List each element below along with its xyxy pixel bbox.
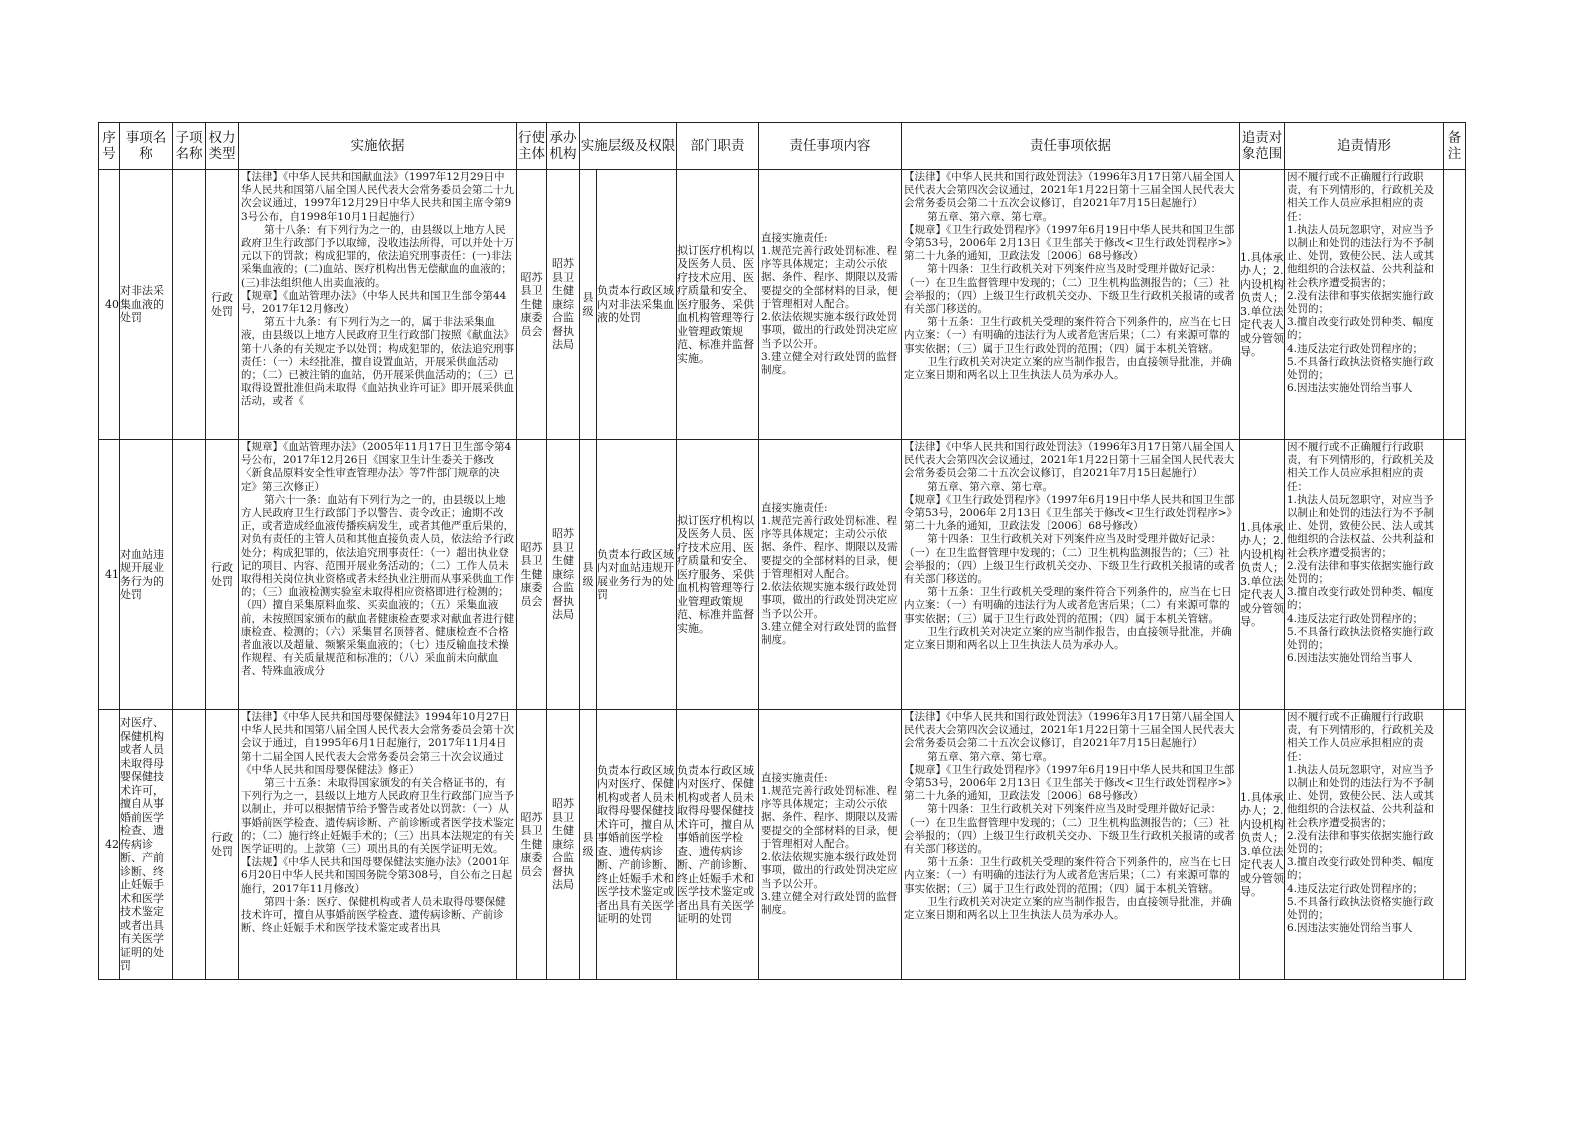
row-power-type: 行政处罚 — [206, 440, 239, 710]
situation-line: 5.不具备行政执法资格实施行政处罚的； — [1287, 625, 1434, 652]
resp-basis-paragraph: 第十五条：卫生行政机关受理的案件符合下列条件的，应当在七日内立案：（一）有明确的违法行为人或者危害后果；（二）有来源可靠的事实依据；（三）属于卫生行政处罚的范围；（四）属于本机关管辖。 — [904, 316, 1232, 355]
row-seq: 40 — [99, 170, 120, 440]
resp-basis-paragraph: 第十五条：卫生行政机关受理的案件符合下列条件的，应当在七日内立案：（一）有明确的违法行为人或者危害后果；（二）有来源可靠的事实依据；（三）属于卫生行政处罚的范围；（四）属于本机关管辖。 — [904, 586, 1232, 625]
row-agency: 昭苏县卫生健康综合监督执法局 — [547, 710, 580, 980]
basis-paragraph: 【法规】《中华人民共和国母婴保健法实施办法》（2001年6月20日中华人民共和国国务院令第308号，自公布之日起施行，2017年11月修改） — [241, 856, 513, 895]
situation-line: 2.没有法律和事实依据实施行政处罚的； — [1287, 559, 1434, 586]
row-resp-basis — [902, 170, 1239, 438]
basis-paragraph: 第五十九条：有下列行为之一的，属于非法采集血液，由县级以上地方人民政府卫生行政部门按照《献血法》第十八条的有关规定予以处罚；构成犯罪的，依法追究刑事责任：（一）未经批准，擅自设置血站，开展采供血活动的；（二）已被注销的血站，仍开展采供血活动的；（三）已取得设置批准但尚未取得《血站执业许可证》即开展采供血活动，或者《 — [241, 316, 514, 408]
resp-content-line: 直接实施责任: — [761, 501, 828, 514]
row-resp-basis — [902, 710, 1239, 978]
header-row — [99, 123, 1466, 170]
situation-line: 因不履行或不正确履行行政职责，有下列情形的，行政机关及相关工作人员应承担相应的责任： — [1287, 171, 1434, 223]
row-resp-basis-cell — [902, 170, 1240, 440]
row-power-type: 行政处罚 — [206, 710, 239, 980]
resp-content-line: 3.建立健全对行政处罚的监督制度。 — [761, 350, 898, 376]
row-level-a: 县级 — [580, 170, 597, 440]
basis-paragraph: 【法律】《中华人民共和国母婴保健法》1994年10月27日中华人民共和国第八届全国人民代表大会常务委员会第十次会议于通过，自1995年6月1日起施行，2017年11月4日第十二届全国人民代表大会常务委员会第三十次会议通过《中华人民共和国母婴保健法》修正） — [241, 711, 514, 776]
resp-content-line: 2.依法依规实施本级行政处罚事项，做出的行政处罚决定应当予以公开。 — [761, 581, 898, 620]
basis-paragraph: 【规章】《血站管理办法》（2005年11月17日卫生部令第4号公布，2017年12月26日《国家卫生计生委关于修改〈新食品原料安全性审查管理办法〉等7件部门规章的决定》第三次修正） — [241, 441, 512, 493]
resp-basis-paragraph: 第十四条：卫生行政机关对下列案件应当及时受理并做好记录：（一）在卫生监督管理中发现的；（二）卫生机构监测报告的；（三）社会举报的；（四）上级卫生行政机关交办、下级卫生行政机关报请的或者有关部门移送的。 — [904, 263, 1235, 316]
basis-paragraph: 【规章】《血站管理办法》（中华人民共和国卫生部令第44号，2017年12月修改） — [241, 289, 507, 316]
situation-line: 6.因违法实施处罚给当事人 — [1287, 652, 1413, 665]
row-agency: 昭苏县卫生健康综合监督执法局 — [547, 170, 580, 440]
row-resp-content-cell — [759, 710, 902, 980]
row-basis-cell — [239, 170, 517, 440]
resp-content-line: 1.规范完善行政处罚标准、程序等具体规定；主动公示依据、条件、程序、期限以及需要提交的全部材料的目录，便于管理相对人配合。 — [761, 515, 898, 580]
row-resp-basis-cell — [902, 710, 1240, 980]
row-level-a: 县级 — [580, 440, 597, 710]
row-note — [1444, 440, 1466, 710]
resp-basis-paragraph: 卫生行政机关对决定立案的应当制作报告，由直接领导批准，并确定立案日期和两名以上卫生执法人员为承办人。 — [904, 625, 1232, 652]
resp-basis-paragraph: 【规章】《卫生行政处罚程序》（1997年6月19日中华人民共和国卫生部令第53号，2006年 2月13日《卫生部关于修改<卫生行政处罚程序>》第二十九条的通知，卫政法发〔2006〕68号修改） — [904, 763, 1235, 803]
row-seq: 42 — [99, 710, 120, 980]
situation-line: 1.执法人员玩忽职守，对应当予以制止和处罚的违法行为不予制止、处罚，致使公民、法人或其他组织的合法权益、公共利益和社会秩序遭受损害的； — [1287, 763, 1434, 829]
situation-line: 2.没有法律和事实依据实施行政处罚的； — [1287, 829, 1434, 856]
resp-content-text — [761, 772, 899, 917]
resp-basis-paragraph: 卫生行政机关对决定立案的应当制作报告，由直接领导批准，并确定立案日期和两名以上卫生执法人员为承办人。 — [904, 355, 1232, 382]
row-level-b: 负责本行政区域内对非法采集血液的处罚 — [597, 170, 677, 440]
header-item-name: 事项名称 — [120, 123, 173, 170]
row-item-name: 对血站违规开展业务行为的处罚 — [120, 440, 173, 710]
row-situation — [1285, 440, 1443, 708]
situation-line: 3.擅自改变行政处罚种类、幅度的； — [1287, 316, 1434, 342]
row-resp-basis — [902, 440, 1239, 708]
row-situation-cell — [1285, 170, 1444, 440]
row-situation — [1285, 710, 1443, 978]
resp-basis-paragraph: 【法律】《中华人民共和国行政处罚法》（1996年3月17日第八届全国人民代表大会第四次会议通过，2021年1月22日第十三届全国人民代表大会常务委员会第二十五次会议修订，自2021年7月15日起施行） — [904, 441, 1235, 480]
row-note — [1444, 710, 1466, 980]
resp-content-line: 直接实施责任: — [761, 231, 828, 244]
basis-paragraph: 第三十五条：未取得国家颁发的有关合格证书的，有下列行为之一，县级以上地方人民政府卫生行政部门应当予以制止，并可以根据情节给予警告或者处以罚款：（一）从事婚前医学检查、遗传病诊断、产前诊断或者医学技术鉴定的；（二）施行终止妊娠手术的；（三）出具本法规定的有关医学证明的。上款第（三）项出具的有关医学证明无效。 — [241, 777, 514, 856]
basis-paragraph: 第六十一条：血站有下列行为之一的，由县级以上地方人民政府卫生行政部门予以警告、责令改正；逾期不改正，或者造成经血液传播疾病发生，或者其他严重后果的，对负有责任的主管人员和其他直接负责人员，依法给予行政处分；构成犯罪的，依法追究刑事责任：（一）超出执业登记的项目、内容、范围开展业务活动的；（二）工作人员未取得相关岗位执业资格或者未经执业注册而从事采供血工作的；（三）血液检测实验室未取得相应资格即进行检测的；（四）擅自采集原料血浆、买卖血液的；（五）采集血液前，未按照国家颁布的献血者健康检查要求对献血者进行健康检查、检测的；（六）采集冒名顶替者、健康检查不合格者血液以及超量、频繁采集血液的；（七）违反输血技术操作规程、有关质量规范和标准的；（八）采血前未向献血者、特殊血液成分 — [241, 493, 514, 678]
resp-basis-paragraph: 【法律】《中华人民共和国行政处罚法》（1996年3月17日第八届全国人民代表大会第四次会议通过，2021年1月22日第十三届全国人民代表大会常务委员会第二十五次会议修订，自2021年7月15日起施行） — [904, 171, 1235, 210]
situation-line: 因不履行或不正确履行行政职责，有下列情形的，行政机关及相关工作人员应承担相应的责任： — [1287, 441, 1434, 493]
row-power-type: 行政处罚 — [206, 170, 239, 440]
resp-content-line: 3.建立健全对行政处罚的监督制度。 — [761, 620, 898, 646]
row-resp-content-cell — [759, 440, 902, 710]
header-resp-basis: 责任事项依据 — [902, 123, 1240, 170]
row-basis — [239, 440, 516, 708]
situation-line: 3.擅自改变行政处罚种类、幅度的； — [1287, 856, 1434, 882]
resp-basis-paragraph: 【法律】《中华人民共和国行政处罚法》（1996年3月17日第八届全国人民代表大会第四次会议通过，2021年1月22日第十三届全国人民代表大会常务委员会第二十五次会议修订，自2021年7月15日起施行） — [904, 711, 1235, 750]
row-level-b: 负责本行政区域内对血站违规开展业务行为的处罚 — [597, 440, 677, 710]
header-duty: 部门职责 — [677, 123, 759, 170]
header-power-type: 权力类型 — [206, 123, 239, 170]
row-resp-content — [759, 171, 901, 439]
row-resp-content — [759, 441, 901, 709]
row-duty: 拟订医疗机构以及医务人员、医疗技术应用、医疗质量和安全、医疗服务、采供血机构管理等行业管理政策规范、标准并监督实施。 — [677, 170, 759, 440]
header-scope: 追责对象范围 — [1240, 123, 1285, 170]
header-basis: 实施依据 — [239, 123, 517, 170]
situation-line: 4.违反法定行政处罚程序的； — [1287, 612, 1424, 625]
row-subject: 昭苏县卫生健康委员会 — [517, 710, 547, 980]
resp-content-line: 直接实施责任: — [761, 771, 828, 784]
table-row — [99, 170, 1466, 440]
situation-line: 1.执法人员玩忽职守，对应当予以制止和处罚的违法行为不予制止、处罚，致使公民、法人或其他组织的合法权益、公共利益和社会秩序遭受损害的； — [1287, 223, 1434, 289]
authority-list-table — [98, 122, 1466, 980]
row-basis-cell — [239, 440, 517, 710]
row-level-b: 负责本行政区域内对医疗、保健机构或者人员未取得母婴保健技术许可，擅自从事婚前医学检查、遗传病诊断、产前诊断、终止妊娠手术和医学技术鉴定或者出具有关医学证明的处罚 — [597, 710, 677, 980]
resp-content-line: 1.规范完善行政处罚标准、程序等具体规定；主动公示依据、条件、程序、期限以及需要提交的全部材料的目录，便于管理相对人配合。 — [761, 245, 898, 310]
row-situation — [1285, 170, 1443, 438]
situation-line: 4.违反法定行政处罚程序的； — [1287, 882, 1424, 895]
header-sub-name: 子项名称 — [173, 123, 206, 170]
row-basis-cell — [239, 710, 517, 980]
resp-basis-paragraph: 【规章】《卫生行政处罚程序》（1997年6月19日中华人民共和国卫生部令第53号，2006年 2月13日《卫生部关于修改<卫生行政处罚程序>》第二十九条的通知，卫政法发〔2006〕68号修改） — [904, 223, 1235, 263]
row-basis — [239, 710, 516, 978]
row-level-a: 县级 — [580, 710, 597, 980]
resp-content-line: 1.规范完善行政处罚标准、程序等具体规定；主动公示依据、条件、程序、期限以及需要提交的全部材料的目录，便于管理相对人配合。 — [761, 785, 898, 850]
row-scope: 1.具体承办人；2.内设机构负责人；3.单位法定代表人或分管领导。 — [1240, 170, 1285, 440]
row-note — [1444, 170, 1466, 440]
situation-line: 4.违反法定行政处罚程序的； — [1287, 342, 1424, 355]
basis-paragraph: 【法律】《中华人民共和国献血法》（1997年12月29日中华人民共和国第八届全国人民代表大会常务委员会第二十九次会议通过，1997年12月29日中华人民共和国主席令第93号公布，自1998年10月1日起施行） — [241, 171, 514, 223]
resp-basis-paragraph: 第十四条：卫生行政机关对下列案件应当及时受理并做好记录：（一）在卫生监督管理中发现的；（二）卫生机构监测报告的；（三）社会举报的；（四）上级卫生行政机关交办、下级卫生行政机关报请的或者有关部门移送的。 — [904, 803, 1235, 856]
header-resp-content: 责任事项内容 — [759, 123, 902, 170]
row-resp-content-cell — [759, 170, 902, 440]
row-situation-cell — [1285, 440, 1444, 710]
situation-line: 5.不具备行政执法资格实施行政处罚的； — [1287, 895, 1434, 922]
row-scope: 1.具体承办人；2.内设机构负责人；3.单位法定代表人或分管领导。 — [1240, 710, 1285, 980]
row-item-name: 对非法采集血液的处罚 — [120, 170, 173, 440]
row-duty: 拟订医疗机构以及医务人员、医疗技术应用、医疗质量和安全、医疗服务、采供血机构管理等行业管理政策规范、标准并监督实施。 — [677, 440, 759, 710]
resp-basis-paragraph: 卫生行政机关对决定立案的应当制作报告，由直接领导批准，并确定立案日期和两名以上卫生执法人员为承办人。 — [904, 895, 1232, 922]
header-seq: 序号 — [99, 123, 120, 170]
row-subject: 昭苏县卫生健康委员会 — [517, 170, 547, 440]
header-situation: 追责情形 — [1285, 123, 1444, 170]
resp-basis-paragraph: 第五章、第六章、第七章。 — [927, 480, 1054, 493]
basis-paragraph: 第四十条：医疗、保健机构或者人员未取得母婴保健技术许可，擅自从事婚前医学检查、遗传病诊断、产前诊断、终止妊娠手术和医学技术鉴定或者出具 — [241, 895, 506, 935]
situation-line: 因不履行或不正确履行行政职责，有下列情形的，行政机关及相关工作人员应承担相应的责任： — [1287, 711, 1434, 763]
resp-basis-paragraph: 【规章】《卫生行政处罚程序》（1997年6月19日中华人民共和国卫生部令第53号，2006年 2月13日《卫生部关于修改<卫生行政处罚程序>》第二十九条的通知，卫政法发〔2006〕68号修改） — [904, 493, 1235, 533]
row-agency: 昭苏县卫生健康综合监督执法局 — [547, 440, 580, 710]
situation-line: 3.擅自改变行政处罚种类、幅度的； — [1287, 586, 1434, 612]
table-row — [99, 440, 1466, 710]
row-basis — [239, 170, 516, 438]
resp-basis-paragraph: 第五章、第六章、第七章。 — [927, 210, 1054, 223]
resp-content-text — [761, 232, 899, 377]
resp-content-text — [761, 502, 899, 647]
resp-content-line: 3.建立健全对行政处罚的监督制度。 — [761, 890, 898, 916]
row-subject: 昭苏县卫生健康委员会 — [517, 440, 547, 710]
resp-content-line: 2.依法依规实施本级行政处罚事项，做出的行政处罚决定应当予以公开。 — [761, 311, 898, 350]
table-row — [99, 710, 1466, 980]
situation-line: 2.没有法律和事实依据实施行政处罚的； — [1287, 289, 1434, 316]
row-sub-name — [173, 440, 206, 710]
basis-paragraph: 第十八条：有下列行为之一的，由县级以上地方人民政府卫生行政部门予以取缔，没收违法所得，可以并处十万元以下的罚款；构成犯罪的，依法追究刑事责任：(一)非法采集血液的；(二)血站、医疗机构出售无偿献血的血液的；(三)非法组织他人出卖血液的。 — [241, 223, 514, 289]
row-duty: 负责本行政区域内对医疗、保健机构或者人员未取得母婴保健技术许可，擅自从事婚前医学检查、遗传病诊断、产前诊断、终止妊娠手术和医学技术鉴定或者出具有关医学证明的处罚 — [677, 710, 759, 980]
situation-line: 6.因违法实施处罚给当事人 — [1287, 922, 1413, 935]
situation-line: 1.执法人员玩忽职守，对应当予以制止和处罚的违法行为不予制止、处罚，致使公民、法人或其他组织的合法权益、公共利益和社会秩序遭受损害的； — [1287, 493, 1434, 559]
row-situation-cell — [1285, 710, 1444, 980]
resp-basis-paragraph: 第十四条：卫生行政机关对下列案件应当及时受理并做好记录：（一）在卫生监督管理中发现的；（二）卫生机构监测报告的；（三）社会举报的；（四）上级卫生行政机关交办、下级卫生行政机关报请的或者有关部门移送的。 — [904, 533, 1235, 586]
row-seq: 41 — [99, 440, 120, 710]
row-resp-content — [759, 711, 901, 979]
row-scope: 1.具体承办人；2.内设机构负责人；3.单位法定代表人或分管领导。 — [1240, 440, 1285, 710]
row-sub-name — [173, 710, 206, 980]
header-subject: 行使主体 — [517, 123, 547, 170]
row-sub-name — [173, 170, 206, 440]
resp-basis-paragraph: 第十五条：卫生行政机关受理的案件符合下列条件的，应当在七日内立案：（一）有明确的违法行为人或者危害后果；（二）有来源可靠的事实依据；（三）属于卫生行政处罚的范围；（四）属于本机关管辖。 — [904, 856, 1232, 895]
header-agency: 承办机构 — [547, 123, 580, 170]
resp-content-line: 2.依法依规实施本级行政处罚事项，做出的行政处罚决定应当予以公开。 — [761, 851, 898, 890]
header-level: 实施层级及权限 — [580, 123, 677, 170]
header-note: 备注 — [1444, 123, 1466, 170]
row-item-name: 对医疗、保健机构或者人员未取得母婴保健技术许可，擅自从事婚前医学检查、遗传病诊断、产前诊断、终止妊娠手术和医学技术鉴定或者出具有关医学证明的处罚 — [120, 710, 173, 980]
row-resp-basis-cell — [902, 440, 1240, 710]
situation-line: 6.因违法实施处罚给当事人 — [1287, 382, 1413, 395]
situation-line: 5.不具备行政执法资格实施行政处罚的； — [1287, 355, 1434, 382]
resp-basis-paragraph: 第五章、第六章、第七章。 — [927, 750, 1054, 763]
